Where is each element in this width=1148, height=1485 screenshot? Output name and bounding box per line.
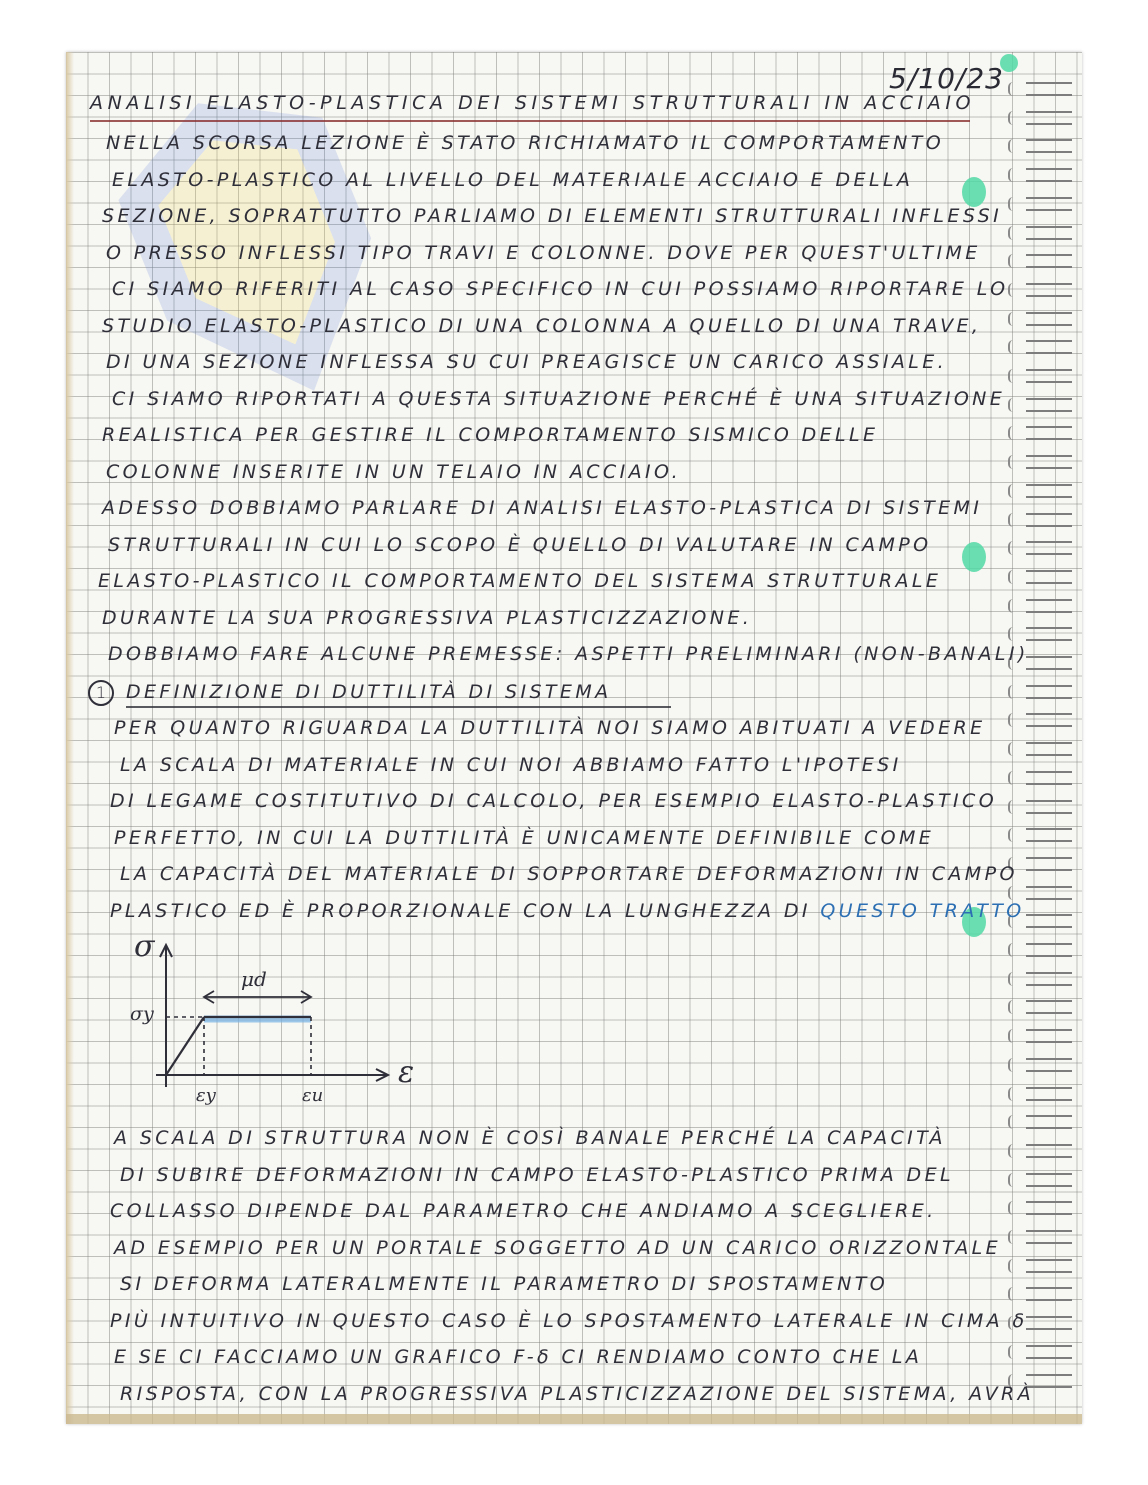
text-line bbox=[106, 242, 981, 264]
text-line-content: DI LEGAME COSTITUTIVO DI CALCOLO, PER ESEMPIO ELASTO-PLASTICO bbox=[110, 790, 998, 812]
text-line bbox=[120, 1383, 1034, 1405]
x-axis-label: ε bbox=[398, 1055, 415, 1090]
binding-hole bbox=[1026, 1316, 1072, 1330]
binding-hole bbox=[1026, 599, 1072, 613]
binding-hole bbox=[1026, 943, 1072, 957]
text-line-content: COLONNE INSERITE IN UN TELAIO IN ACCIAIO. bbox=[106, 460, 682, 483]
text-line bbox=[112, 388, 1005, 410]
binding-hole bbox=[1026, 742, 1072, 756]
text-line-content: COLLASSO DIPENDE DAL PARAMETRO CHE ANDIAMO A SCEGLIERE. bbox=[110, 1200, 937, 1222]
binding-hole bbox=[1026, 197, 1072, 211]
binding-hole bbox=[1026, 771, 1072, 785]
binding-hole bbox=[1026, 398, 1072, 412]
text-line bbox=[112, 169, 913, 191]
binding-hole bbox=[1026, 656, 1072, 670]
binding-hole bbox=[1026, 1000, 1072, 1014]
binding-hole bbox=[1026, 513, 1072, 527]
binding-hole bbox=[1026, 828, 1072, 842]
binding-hole bbox=[1026, 1259, 1072, 1273]
text-line-content: REALISTICA PER GESTIRE IL COMPORTAMENTO SISMICO DELLE bbox=[102, 424, 879, 446]
text-line-content: DI SUBIRE DEFORMAZIONI IN CAMPO ELASTO-PLASTICO PRIMA DEL bbox=[120, 1163, 954, 1186]
highlighted-text: QUESTO TRATTO bbox=[820, 899, 1025, 922]
binding-hole bbox=[1026, 1230, 1072, 1244]
text-line bbox=[114, 717, 986, 739]
text-line bbox=[102, 205, 1002, 227]
text-line bbox=[102, 497, 982, 519]
binding-hole bbox=[1026, 1115, 1072, 1129]
section-underline bbox=[126, 706, 671, 708]
text-line bbox=[120, 754, 902, 776]
binding-hole bbox=[1026, 685, 1072, 699]
binding-hole bbox=[1026, 226, 1072, 240]
title-underline bbox=[90, 120, 970, 122]
binding-hole bbox=[1026, 570, 1072, 584]
text-line bbox=[110, 790, 997, 812]
binding-hole bbox=[1026, 800, 1072, 814]
binding-hole bbox=[1026, 254, 1072, 268]
binding-hole bbox=[1026, 340, 1072, 354]
text-line bbox=[102, 424, 878, 446]
text-line bbox=[114, 827, 934, 849]
text-line bbox=[110, 900, 1025, 922]
page-margin bbox=[66, 52, 74, 1424]
text-line-content: AD ESEMPIO PER UN PORTALE SOGGETTO AD UN CARICO ORIZZONTALE bbox=[114, 1236, 1001, 1259]
text-line-content: STUDIO ELASTO-PLASTICO DI UNA COLONNA A QUELLO DI UNA TRAVE, bbox=[102, 314, 982, 337]
text-line bbox=[120, 863, 1018, 885]
text-line-content: ADESSO DOBBIAMO PARLARE DI ANALISI ELASTO-PLASTICA DI SISTEMI bbox=[102, 497, 983, 519]
binding-hole bbox=[1026, 627, 1072, 641]
binding-hole bbox=[1026, 1087, 1072, 1101]
text-line-content: DOBBIAMO FARE ALCUNE PREMESSE: ASPETTI PRELIMINARI (NON-BANALI) bbox=[108, 643, 1029, 665]
text-line bbox=[102, 607, 752, 629]
tab-marker bbox=[962, 177, 986, 207]
text-line-content: ELASTO-PLASTICO AL LIVELLO DEL MATERIALE ACCIAIO E DELLA bbox=[112, 168, 914, 191]
text-line-content: CI SIAMO RIPORTATI A QUESTA SITUAZIONE PERCHÉ È UNA SITUAZIONE bbox=[112, 387, 1006, 410]
binding-hole bbox=[1026, 1144, 1072, 1158]
binding-hole bbox=[1026, 168, 1072, 182]
binding-hole bbox=[1026, 1029, 1072, 1043]
stress-strain-plot bbox=[126, 937, 426, 1117]
text-line-content: O PRESSO INFLESSI TIPO TRAVI E COLONNE. DOVE PER QUEST'ULTIME bbox=[106, 241, 981, 264]
binding-hole bbox=[1026, 857, 1072, 871]
text-line-content: PLASTICO ED È PROPORZIONALE CON LA LUNGHEZZA DI bbox=[110, 899, 811, 922]
text-line bbox=[120, 1164, 954, 1186]
text-line bbox=[108, 534, 932, 556]
binding-hole bbox=[1026, 1173, 1072, 1187]
notebook-page bbox=[66, 52, 1082, 1424]
binding-hole bbox=[1026, 713, 1072, 727]
spiral-binding bbox=[1012, 82, 1072, 1402]
text-line-content: SI DEFORMA LATERALMENTE IL PARAMETRO DI SPOSTAMENTO bbox=[120, 1273, 889, 1295]
text-line-content: PIÙ INTUITIVO IN QUESTO CASO È LO SPOSTAMENTO LATERALE IN CIMA δ bbox=[110, 1309, 1028, 1332]
text-line-content: ELASTO-PLASTICO IL COMPORTAMENTO DEL SISTEMA STRUTTURALE bbox=[98, 570, 942, 592]
text-line bbox=[106, 461, 681, 483]
yield-strain-label: εy bbox=[196, 1085, 216, 1106]
text-line-content: DURANTE LA SUA PROGRESSIVA PLASTICIZZAZIONE. bbox=[102, 606, 753, 629]
tab-marker bbox=[962, 542, 986, 572]
ductility-label: μd bbox=[241, 967, 267, 991]
section-heading bbox=[88, 680, 612, 706]
text-line-content: A SCALA DI STRUTTURA NON È COSÌ BANALE PERCHÉ LA CAPACITÀ bbox=[114, 1127, 946, 1149]
ultimate-strain-label: εu bbox=[302, 1085, 324, 1106]
binding-hole bbox=[1026, 972, 1072, 986]
yield-stress-label: σy bbox=[130, 1003, 154, 1025]
y-axis-label: σ bbox=[134, 929, 155, 964]
text-line-content: PER QUANTO RIGUARDA LA DUTTILITÀ NOI SIAMO ABITUATI A VEDERE bbox=[114, 717, 986, 739]
text-line-content: CI SIAMO RIFERITI AL CASO SPECIFICO IN CUI POSSIAMO RIPORTARE LO bbox=[112, 278, 1009, 300]
text-line bbox=[98, 570, 941, 592]
text-line bbox=[110, 1200, 937, 1222]
text-line bbox=[112, 278, 1008, 300]
binding-hole bbox=[1026, 455, 1072, 469]
binding-hole bbox=[1026, 914, 1072, 928]
binding-hole bbox=[1026, 82, 1072, 96]
text-line-content: E SE CI FACCIAMO UN GRAFICO F-δ CI RENDIAMO CONTO CHE LA bbox=[114, 1346, 923, 1368]
text-line-content: LA CAPACITÀ DEL MATERIALE DI SOPPORTARE DEFORMAZIONI IN CAMPO bbox=[120, 863, 1018, 885]
binding-hole bbox=[1026, 139, 1072, 153]
text-line-content: LA SCALA DI MATERIALE IN CUI NOI ABBIAMO FATTO L'IPOTESI bbox=[120, 753, 902, 776]
binding-hole bbox=[1026, 283, 1072, 297]
binding-hole bbox=[1026, 1345, 1072, 1359]
page-bottom-edge bbox=[66, 1414, 1082, 1424]
text-line-content: SEZIONE, SOPRATTUTTO PARLIAMO DI ELEMENTI STRUTTURALI INFLESSI bbox=[102, 205, 1003, 227]
binding-hole bbox=[1026, 886, 1072, 900]
binding-hole bbox=[1026, 541, 1072, 555]
section-number: 1 bbox=[88, 680, 114, 706]
text-line bbox=[120, 1273, 888, 1295]
binding-hole bbox=[1026, 1287, 1072, 1301]
binding-hole bbox=[1026, 312, 1072, 326]
text-line bbox=[102, 315, 981, 337]
section-title: DEFINIZIONE DI DUTTILITÀ DI SISTEMA bbox=[126, 681, 612, 703]
text-line-content: DI UNA SEZIONE INFLESSA SU CUI PREAGISCE UN CARICO ASSIALE. bbox=[106, 351, 948, 373]
page-title: ANALISI ELASTO-PLASTICA DEI SISTEMI STRUTTURALI IN ACCIAIO bbox=[90, 92, 976, 114]
text-line-content: RISPOSTA, CON LA PROGRESSIVA PLASTICIZZAZIONE DEL SISTEMA, AVRÀ bbox=[120, 1382, 1034, 1405]
text-line bbox=[106, 132, 944, 154]
binding-hole bbox=[1026, 1201, 1072, 1215]
text-line bbox=[110, 1310, 1028, 1332]
text-line-content: PERFETTO, IN CUI LA DUTTILITÀ È UNICAMENTE DEFINIBILE COME bbox=[114, 826, 935, 849]
text-line-content: NELLA SCORSA LEZIONE È STATO RICHIAMATO IL COMPORTAMENTO bbox=[106, 132, 945, 154]
text-line bbox=[114, 1127, 946, 1149]
stress-strain-diagram bbox=[126, 929, 426, 1117]
binding-hole bbox=[1026, 369, 1072, 383]
binding-hole bbox=[1026, 426, 1072, 440]
text-line bbox=[114, 1237, 1001, 1259]
date: 5/10/23 bbox=[889, 62, 1004, 95]
elastic-branch bbox=[166, 1017, 204, 1075]
binding-hole bbox=[1026, 484, 1072, 498]
text-line-content: STRUTTURALI IN CUI LO SCOPO È QUELLO DI VALUTARE IN CAMPO bbox=[108, 533, 932, 556]
binding-hole bbox=[1026, 111, 1072, 125]
text-line bbox=[106, 351, 947, 373]
text-line bbox=[108, 643, 1029, 665]
text-line bbox=[114, 1346, 922, 1368]
binding-hole bbox=[1026, 1058, 1072, 1072]
